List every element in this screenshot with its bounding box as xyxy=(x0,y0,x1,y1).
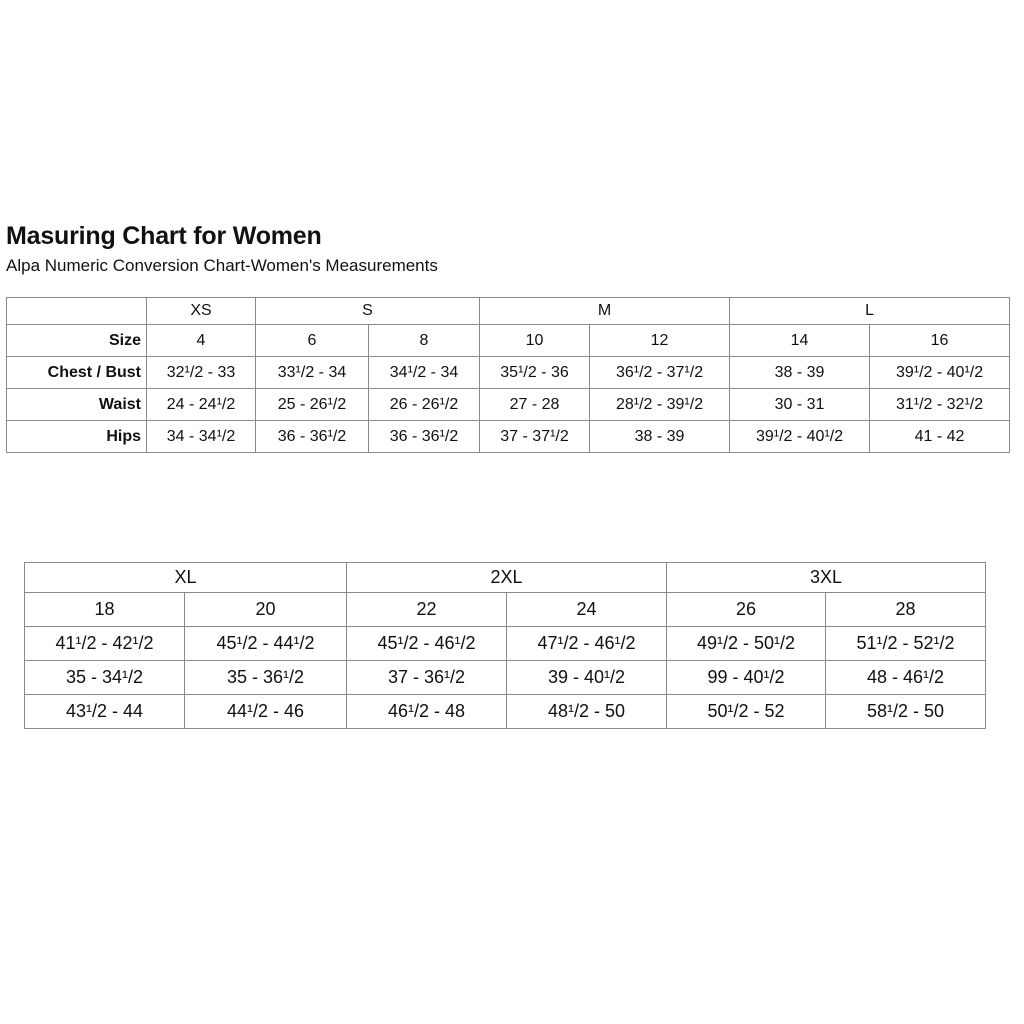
table-cell: 39¹/2 - 40¹/2 xyxy=(870,357,1010,389)
size-chart-table-top xyxy=(6,297,1010,453)
table-cell: 34¹/2 - 34 xyxy=(369,357,480,389)
table-cell: 46¹/2 - 48 xyxy=(347,695,507,729)
table-cell: 24 - 24¹/2 xyxy=(147,389,256,421)
table-cell: 99 - 40¹/2 xyxy=(667,661,826,695)
table-cell: 12 xyxy=(590,325,730,357)
size-chart-table-bottom xyxy=(24,562,986,729)
table-cell: 38 - 39 xyxy=(590,421,730,453)
size-row xyxy=(7,325,1010,357)
table-cell: 47¹/2 - 46¹/2 xyxy=(507,627,667,661)
waist-row xyxy=(25,661,986,695)
table-cell: 35¹/2 - 36 xyxy=(480,357,590,389)
table-cell: 33¹/2 - 34 xyxy=(256,357,369,389)
table-cell: 4 xyxy=(147,325,256,357)
size-group-3xl: 3XL xyxy=(667,563,986,593)
size-group-2xl: 2XL xyxy=(347,563,667,593)
table-cell: 18 xyxy=(25,593,185,627)
table-cell: 10 xyxy=(480,325,590,357)
empty-corner-cell xyxy=(7,298,147,325)
table-cell: 44¹/2 - 46 xyxy=(185,695,347,729)
table-cell: 58¹/2 - 50 xyxy=(826,695,986,729)
size-group-row xyxy=(7,298,1010,325)
size-group-xl: XL xyxy=(25,563,347,593)
table-cell: 38 - 39 xyxy=(730,357,870,389)
table-cell: 36 - 36¹/2 xyxy=(369,421,480,453)
page-title: Masuring Chart for Women xyxy=(6,222,322,250)
hips-row xyxy=(7,421,1010,453)
table-cell: 45¹/2 - 44¹/2 xyxy=(185,627,347,661)
table-cell: 22 xyxy=(347,593,507,627)
chest-bust-row xyxy=(25,627,986,661)
size-group-xs: XS xyxy=(147,298,256,325)
chest-bust-row xyxy=(7,357,1010,389)
table-cell: 20 xyxy=(185,593,347,627)
table-cell: 27 - 28 xyxy=(480,389,590,421)
page-subtitle: Alpa Numeric Conversion Chart-Women's Measurements xyxy=(6,256,438,275)
table-cell: 36¹/2 - 37¹/2 xyxy=(590,357,730,389)
table-cell: 25 - 26¹/2 xyxy=(256,389,369,421)
table-cell: 26 xyxy=(667,593,826,627)
table-cell: 8 xyxy=(369,325,480,357)
table-cell: 32¹/2 - 33 xyxy=(147,357,256,389)
table-cell: 14 xyxy=(730,325,870,357)
size-group-s: S xyxy=(256,298,480,325)
hips-row xyxy=(25,695,986,729)
table-cell: 35 - 34¹/2 xyxy=(25,661,185,695)
table-cell: 51¹/2 - 52¹/2 xyxy=(826,627,986,661)
table-cell: 48¹/2 - 50 xyxy=(507,695,667,729)
table-cell: 48 - 46¹/2 xyxy=(826,661,986,695)
size-group-l: L xyxy=(730,298,1010,325)
table-cell: 28 xyxy=(826,593,986,627)
table-cell: 16 xyxy=(870,325,1010,357)
row-label-hips: Hips xyxy=(7,421,147,453)
size-row xyxy=(25,593,986,627)
table-cell: 34 - 34¹/2 xyxy=(147,421,256,453)
table-cell: 35 - 36¹/2 xyxy=(185,661,347,695)
table-cell: 36 - 36¹/2 xyxy=(256,421,369,453)
row-label-chest-bust: Chest / Bust xyxy=(7,357,147,389)
table-cell: 6 xyxy=(256,325,369,357)
table-cell: 31¹/2 - 32¹/2 xyxy=(870,389,1010,421)
table-cell: 26 - 26¹/2 xyxy=(369,389,480,421)
table-cell: 43¹/2 - 44 xyxy=(25,695,185,729)
table-cell: 37 - 37¹/2 xyxy=(480,421,590,453)
table-cell: 39 - 40¹/2 xyxy=(507,661,667,695)
table-cell: 37 - 36¹/2 xyxy=(347,661,507,695)
size-group-row xyxy=(25,563,986,593)
row-label-size: Size xyxy=(7,325,147,357)
table-cell: 45¹/2 - 46¹/2 xyxy=(347,627,507,661)
table-cell: 24 xyxy=(507,593,667,627)
waist-row xyxy=(7,389,1010,421)
table-cell: 49¹/2 - 50¹/2 xyxy=(667,627,826,661)
table-cell: 41 - 42 xyxy=(870,421,1010,453)
size-group-m: M xyxy=(480,298,730,325)
table-cell: 39¹/2 - 40¹/2 xyxy=(730,421,870,453)
table-cell: 41¹/2 - 42¹/2 xyxy=(25,627,185,661)
table-cell: 30 - 31 xyxy=(730,389,870,421)
row-label-waist: Waist xyxy=(7,389,147,421)
table-cell: 28¹/2 - 39¹/2 xyxy=(590,389,730,421)
table-cell: 50¹/2 - 52 xyxy=(667,695,826,729)
